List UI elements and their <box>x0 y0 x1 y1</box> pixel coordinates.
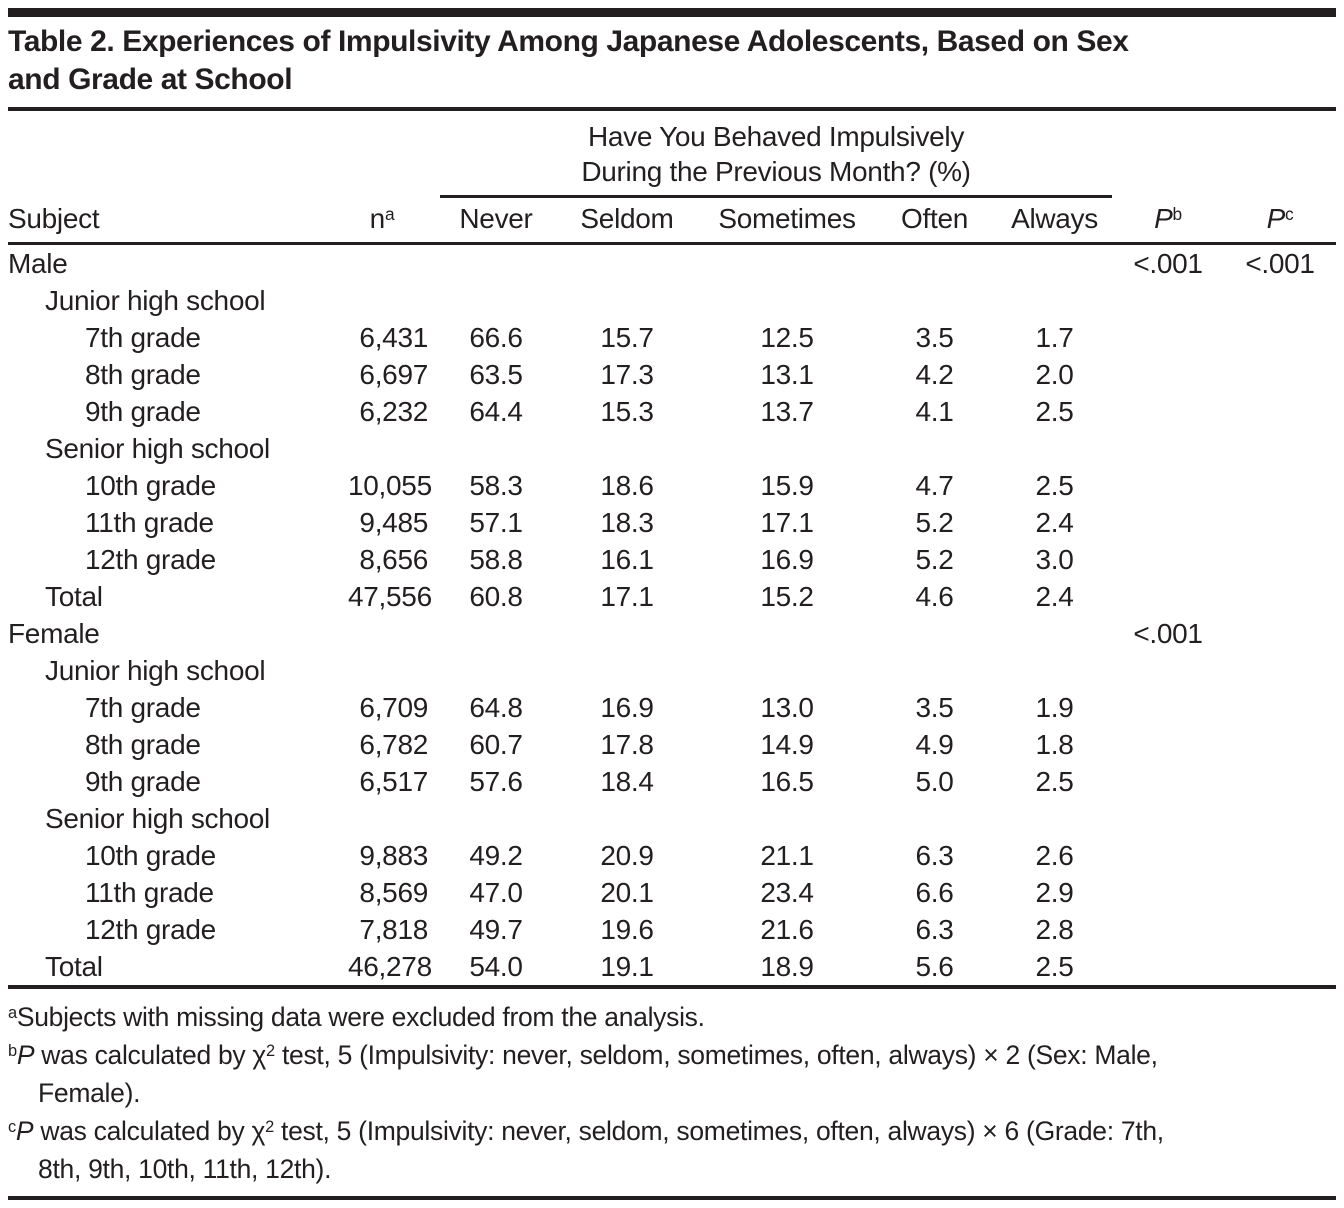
table-title-line-1: Table 2. Experiences of Impulsivity Among Japanese Adolescents, Based on Sex <box>8 25 1129 58</box>
cell-often <box>872 652 997 689</box>
footnote-b: $^b$P was calculated by $\chi^2$ test, 5 (Impulsivity: never, seldom, sometimes, often, always) × 2 (Sex: Male, <box>8 1040 1158 1070</box>
footnote-b-continuation: Female). <box>38 1078 141 1108</box>
cell-never: 49.7 <box>469 914 523 945</box>
cell-never: 49.2 <box>469 840 523 871</box>
cell-pc <box>1224 541 1336 578</box>
cell-pb <box>1112 467 1224 504</box>
cell-sometimes: 21.1 <box>760 840 814 871</box>
cell-pc <box>1224 504 1336 541</box>
cell-often: 5.2 <box>915 544 954 575</box>
row-label: Total <box>45 581 103 612</box>
cell-pb <box>1112 504 1224 541</box>
cell-sometimes <box>702 282 872 319</box>
cell-sometimes <box>702 800 872 837</box>
row-label: 7th grade <box>85 322 201 353</box>
cell-n <box>348 430 440 467</box>
cell-seldom: 18.6 <box>600 470 654 501</box>
col-header-p-sex: $P^b$ <box>1112 197 1224 244</box>
col-header-sometimes: Sometimes <box>702 197 872 244</box>
cell-never: 66.6 <box>469 322 523 353</box>
spanner-spacer-right <box>1112 111 1336 197</box>
cell-often <box>872 615 997 652</box>
table-row <box>8 467 1336 504</box>
table-row <box>8 319 1336 356</box>
cell-pc <box>1224 615 1336 652</box>
cell-often: 6.3 <box>915 914 954 945</box>
row-label: 7th grade <box>85 692 201 723</box>
cell-never: 57.1 <box>469 507 523 538</box>
cell-seldom: 17.3 <box>600 359 654 390</box>
cell-never: 54.0 <box>469 951 523 982</box>
cell-often: 4.2 <box>915 359 954 390</box>
row-label: 10th grade <box>85 840 216 871</box>
cell-often: 5.2 <box>915 507 954 538</box>
cell-pb: <.001 <box>1133 618 1203 649</box>
cell-always: 2.4 <box>1035 507 1074 538</box>
cell-sometimes: 18.9 <box>760 951 814 982</box>
row-label: Male <box>8 248 68 279</box>
row-label: 8th grade <box>85 359 201 390</box>
cell-often: 5.0 <box>915 766 954 797</box>
cell-always <box>997 430 1112 467</box>
cell-always: 2.8 <box>1035 914 1074 945</box>
cell-seldom: 20.1 <box>600 877 654 908</box>
cell-n: 10,055 <box>348 470 432 501</box>
cell-sometimes <box>702 244 872 283</box>
cell-n: 8,569 <box>359 877 428 908</box>
cell-always: 2.5 <box>1035 470 1074 501</box>
cell-sometimes: 17.1 <box>760 507 814 538</box>
cell-n: 9,485 <box>359 507 428 538</box>
table-row <box>8 689 1336 726</box>
cell-pc <box>1224 430 1336 467</box>
cell-pc <box>1224 652 1336 689</box>
cell-n <box>348 282 440 319</box>
p-sex-footnote-marker: b <box>1172 203 1182 224</box>
row-label: Female <box>8 618 100 649</box>
cell-pb <box>1112 948 1224 985</box>
cell-seldom: 18.3 <box>600 507 654 538</box>
p-grade-footnote-marker: c <box>1285 203 1294 224</box>
cell-often: 3.5 <box>915 692 954 723</box>
cell-pc <box>1224 689 1336 726</box>
cell-often <box>872 282 997 319</box>
cell-seldom: 20.9 <box>600 840 654 871</box>
cell-pb <box>1112 282 1224 319</box>
table-row <box>8 430 1336 467</box>
cell-pc <box>1224 319 1336 356</box>
cell-never <box>440 615 552 652</box>
cell-pc: <.001 <box>1245 248 1315 279</box>
column-header-row <box>8 197 1336 244</box>
table-row <box>8 800 1336 837</box>
cell-sometimes: 13.1 <box>760 359 814 390</box>
cell-pb <box>1112 356 1224 393</box>
cell-pb <box>1112 578 1224 615</box>
impulsivity-table <box>8 111 1336 985</box>
row-label: 12th grade <box>85 544 216 575</box>
cell-sometimes: 15.2 <box>760 581 814 612</box>
footnote-a: $^a$Subjects with missing data were excluded from the analysis. <box>8 1002 705 1032</box>
row-label: 9th grade <box>85 396 201 427</box>
cell-always: 1.9 <box>1035 692 1074 723</box>
footnotes <box>8 989 1336 1196</box>
table-row <box>8 244 1336 283</box>
cell-seldom: 17.8 <box>600 729 654 760</box>
cell-pb <box>1112 763 1224 800</box>
cell-never <box>440 282 552 319</box>
cell-always <box>997 282 1112 319</box>
cell-n: 6,232 <box>359 396 428 427</box>
cell-seldom <box>552 800 702 837</box>
cell-seldom: 18.4 <box>600 766 654 797</box>
cell-often <box>872 430 997 467</box>
cell-seldom: 19.6 <box>600 914 654 945</box>
cell-n: 8,656 <box>359 544 428 575</box>
cell-always: 2.5 <box>1035 951 1074 982</box>
cell-pb <box>1112 800 1224 837</box>
col-header-never: Never <box>440 197 552 244</box>
cell-pc <box>1224 837 1336 874</box>
table-row <box>8 393 1336 430</box>
cell-n <box>348 615 440 652</box>
row-label: 12th grade <box>85 914 216 945</box>
cell-n <box>348 244 440 283</box>
row-label: Junior high school <box>45 285 266 316</box>
n-footnote-marker: a <box>384 203 395 224</box>
cell-pb <box>1112 430 1224 467</box>
cell-n: 6,709 <box>359 692 428 723</box>
cell-never: 57.6 <box>469 766 523 797</box>
table-row <box>8 948 1336 985</box>
table-row <box>8 763 1336 800</box>
cell-never: 64.4 <box>469 396 523 427</box>
cell-never: 58.8 <box>469 544 523 575</box>
cell-always <box>997 800 1112 837</box>
col-header-often: Often <box>872 197 997 244</box>
table-row <box>8 615 1336 652</box>
row-label: 9th grade <box>85 766 201 797</box>
cell-often: 4.1 <box>915 396 954 427</box>
spanner-header <box>440 111 1112 197</box>
cell-seldom: 17.1 <box>600 581 654 612</box>
table-row <box>8 282 1336 319</box>
cell-often <box>872 244 997 283</box>
cell-never: 47.0 <box>469 877 523 908</box>
cell-never: 63.5 <box>469 359 523 390</box>
cell-never <box>440 430 552 467</box>
col-header-subject: Subject <box>8 197 348 244</box>
cell-always: 3.0 <box>1035 544 1074 575</box>
cell-pb: <.001 <box>1133 248 1203 279</box>
cell-often: 6.3 <box>915 840 954 871</box>
spanner-row <box>8 111 1336 197</box>
cell-always <box>997 652 1112 689</box>
cell-seldom: 16.9 <box>600 692 654 723</box>
cell-seldom <box>552 282 702 319</box>
cell-pb <box>1112 837 1224 874</box>
top-divider-bar <box>8 8 1336 17</box>
cell-pb <box>1112 911 1224 948</box>
table-body <box>8 244 1336 986</box>
col-header-n: $n^a$ <box>348 197 440 244</box>
cell-never: 58.3 <box>469 470 523 501</box>
cell-pc <box>1224 282 1336 319</box>
table-row <box>8 356 1336 393</box>
cell-never <box>440 244 552 283</box>
cell-pb <box>1112 541 1224 578</box>
table-row <box>8 726 1336 763</box>
cell-n: 6,431 <box>359 322 428 353</box>
cell-always: 2.5 <box>1035 766 1074 797</box>
row-label: Junior high school <box>45 655 266 686</box>
cell-seldom: 15.7 <box>600 322 654 353</box>
table-row <box>8 504 1336 541</box>
cell-never: 60.7 <box>469 729 523 760</box>
cell-never <box>440 652 552 689</box>
cell-always: 2.0 <box>1035 359 1074 390</box>
cell-often: 4.7 <box>915 470 954 501</box>
cell-sometimes: 23.4 <box>760 877 814 908</box>
cell-pc <box>1224 393 1336 430</box>
cell-n: 7,818 <box>359 914 428 945</box>
cell-sometimes <box>702 652 872 689</box>
cell-sometimes <box>702 615 872 652</box>
table-row <box>8 874 1336 911</box>
cell-often <box>872 800 997 837</box>
cell-seldom <box>552 430 702 467</box>
cell-always: 1.7 <box>1035 322 1074 353</box>
cell-always: 2.5 <box>1035 396 1074 427</box>
cell-seldom <box>552 244 702 283</box>
cell-pc <box>1224 911 1336 948</box>
cell-sometimes: 16.5 <box>760 766 814 797</box>
table-title-line-2: and Grade at School <box>8 63 293 96</box>
cell-often: 5.6 <box>915 951 954 982</box>
cell-never: 64.8 <box>469 692 523 723</box>
footnote-c-continuation: 8th, 9th, 10th, 11th, 12th). <box>38 1154 332 1184</box>
cell-n: 46,278 <box>348 951 432 982</box>
cell-pc <box>1224 948 1336 985</box>
cell-pb <box>1112 319 1224 356</box>
footnote-c: $^c$P was calculated by $\chi^2$ test, 5 (Impulsivity: never, seldom, sometimes, often, always) × 6 (Grade: 7th, <box>8 1116 1164 1146</box>
footnote-marker: b <box>8 1042 17 1061</box>
cell-n: 6,782 <box>359 729 428 760</box>
cell-pb <box>1112 689 1224 726</box>
bottom-divider-bar <box>8 1196 1336 1200</box>
cell-sometimes: 14.9 <box>760 729 814 760</box>
cell-sometimes: 13.0 <box>760 692 814 723</box>
cell-often: 3.5 <box>915 322 954 353</box>
cell-pc <box>1224 578 1336 615</box>
cell-sometimes <box>702 430 872 467</box>
table-row <box>8 578 1336 615</box>
cell-n <box>348 800 440 837</box>
cell-always <box>997 615 1112 652</box>
cell-pc <box>1224 763 1336 800</box>
cell-often: 4.6 <box>915 581 954 612</box>
cell-always: 2.9 <box>1035 877 1074 908</box>
cell-n <box>348 652 440 689</box>
cell-sometimes: 16.9 <box>760 544 814 575</box>
cell-sometimes: 13.7 <box>760 396 814 427</box>
cell-often: 6.6 <box>915 877 954 908</box>
row-label: Senior high school <box>45 433 270 464</box>
cell-pb <box>1112 874 1224 911</box>
row-label: 11th grade <box>85 877 214 908</box>
cell-sometimes: 15.9 <box>760 470 814 501</box>
cell-seldom: 19.1 <box>600 951 654 982</box>
table-row <box>8 911 1336 948</box>
col-header-seldom: Seldom <box>552 197 702 244</box>
col-header-always: Always <box>997 197 1112 244</box>
cell-seldom: 15.3 <box>600 396 654 427</box>
cell-always: 2.4 <box>1035 581 1074 612</box>
cell-pc <box>1224 356 1336 393</box>
table-title <box>8 17 1336 107</box>
row-label: 8th grade <box>85 729 201 760</box>
cell-seldom <box>552 652 702 689</box>
spanner-line-2: During the Previous Month? (%) <box>581 156 971 187</box>
cell-always: 1.8 <box>1035 729 1074 760</box>
cell-pb <box>1112 393 1224 430</box>
footnote-marker: a <box>8 1004 17 1023</box>
cell-always: 2.6 <box>1035 840 1074 871</box>
cell-seldom: 16.1 <box>600 544 654 575</box>
table-row <box>8 652 1336 689</box>
footnote-marker: c <box>8 1118 16 1137</box>
cell-pc <box>1224 874 1336 911</box>
cell-n: 6,517 <box>359 766 428 797</box>
spanner-spacer-left <box>8 111 440 197</box>
cell-pc <box>1224 467 1336 504</box>
cell-n: 6,697 <box>359 359 428 390</box>
row-label: 10th grade <box>85 470 216 501</box>
spanner-line-1: Have You Behaved Impulsively <box>587 121 965 152</box>
cell-pb <box>1112 652 1224 689</box>
row-label: Senior high school <box>45 803 270 834</box>
table-row <box>8 541 1336 578</box>
col-header-p-grade: $P^c$ <box>1224 197 1336 244</box>
cell-always <box>997 244 1112 283</box>
cell-pb <box>1112 726 1224 763</box>
cell-n: 9,883 <box>359 840 428 871</box>
cell-sometimes: 21.6 <box>760 914 814 945</box>
table-row <box>8 837 1336 874</box>
row-label: Total <box>45 951 103 982</box>
cell-seldom <box>552 615 702 652</box>
cell-pc <box>1224 800 1336 837</box>
cell-pc <box>1224 726 1336 763</box>
cell-n: 47,556 <box>348 581 432 612</box>
cell-never: 60.8 <box>469 581 523 612</box>
cell-often: 4.9 <box>915 729 954 760</box>
cell-never <box>440 800 552 837</box>
cell-sometimes: 12.5 <box>760 322 814 353</box>
row-label: 11th grade <box>85 507 214 538</box>
